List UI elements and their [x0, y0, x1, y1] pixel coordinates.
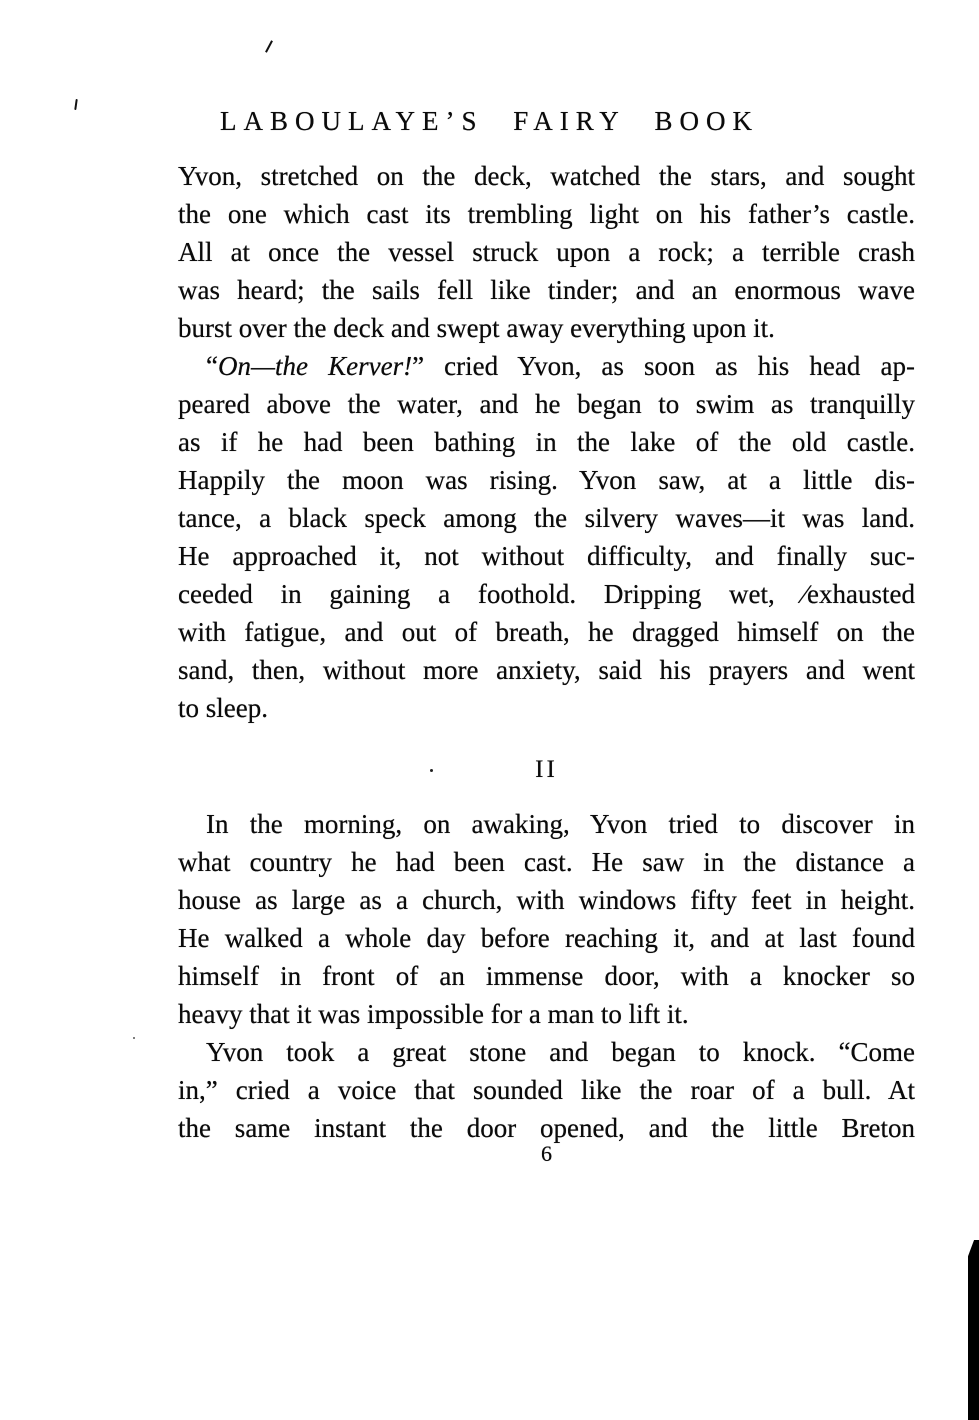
text-line: He approached it, not without difficulty, and finally suc- — [178, 541, 915, 571]
italic-phrase: On—the Kerver! — [217, 351, 413, 381]
text-line: as if he had been bathing in the lake of the old castle. — [178, 427, 915, 457]
section-heading: II — [535, 756, 558, 783]
text-line: to sleep. — [178, 693, 268, 723]
text-line: himself in front of an immense door, with a knocker so — [178, 961, 915, 991]
text-body — [178, 157, 915, 1173]
page-number: 6 — [541, 1141, 552, 1166]
text-line: Yvon took a great stone and began to knock. “Come — [206, 1037, 915, 1067]
text-line: what country he had been cast. He saw in the distance a — [178, 847, 915, 877]
paragraph — [178, 1033, 915, 1147]
paragraph-group-before-heading — [178, 157, 915, 727]
text-line: in,” cried a voice that sounded like the roar of a bull. At — [178, 1075, 915, 1105]
text-line: the same instant the door opened, and the little Breton — [178, 1113, 915, 1143]
text-line: was heard; the sails fell like tinder; and an enormous wave — [178, 275, 915, 305]
text-line: peared above the water, and he began to swim as tranquilly — [178, 389, 915, 419]
scan-edge-shadow — [968, 1240, 979, 1420]
paragraph — [178, 347, 915, 727]
text-line: tance, a black speck among the silvery waves—it was land. — [178, 503, 915, 533]
text-line: All at once the vessel struck upon a rock; a terrible crash — [178, 237, 915, 267]
text-line: Yvon, stretched on the deck, watched the stars, and sought — [178, 161, 915, 191]
text-line: In the morning, on awaking, Yvon tried to discover in — [206, 809, 915, 839]
running-head-title: LABOULAYE’S FAIRY BOOK — [219, 106, 760, 136]
text-line: He walked a whole day before reaching it, and at last found — [178, 923, 915, 953]
text-line: with fatigue, and out of breath, he dragged himself on the — [178, 617, 915, 647]
scan-artifact-dot-small — [133, 1037, 135, 1039]
text-line: house as large as a church, with windows fifty feet in height. — [178, 885, 915, 915]
scan-artifact-slash — [265, 40, 273, 52]
text-line: sand, then, without more anxiety, said his prayers and went — [178, 655, 915, 685]
paragraph — [178, 157, 915, 347]
paragraph-group-after-heading — [178, 805, 915, 1147]
text-line: the one which cast its trembling light on his father’s castle. — [178, 199, 915, 229]
text-line: heavy that it was impossible for a man to lift it. — [178, 999, 689, 1029]
text-line: burst over the deck and swept away everything upon it. — [178, 313, 775, 343]
text-line: “On—the Kerver!” cried Yvon, as soon as his head ap- — [206, 351, 915, 381]
text-line: Happily the moon was rising. Yvon saw, at a little dis- — [178, 465, 915, 495]
paragraph — [178, 805, 915, 1033]
text-line: ceeded in gaining a foothold. Dripping wet, ∕exhausted — [178, 579, 915, 609]
